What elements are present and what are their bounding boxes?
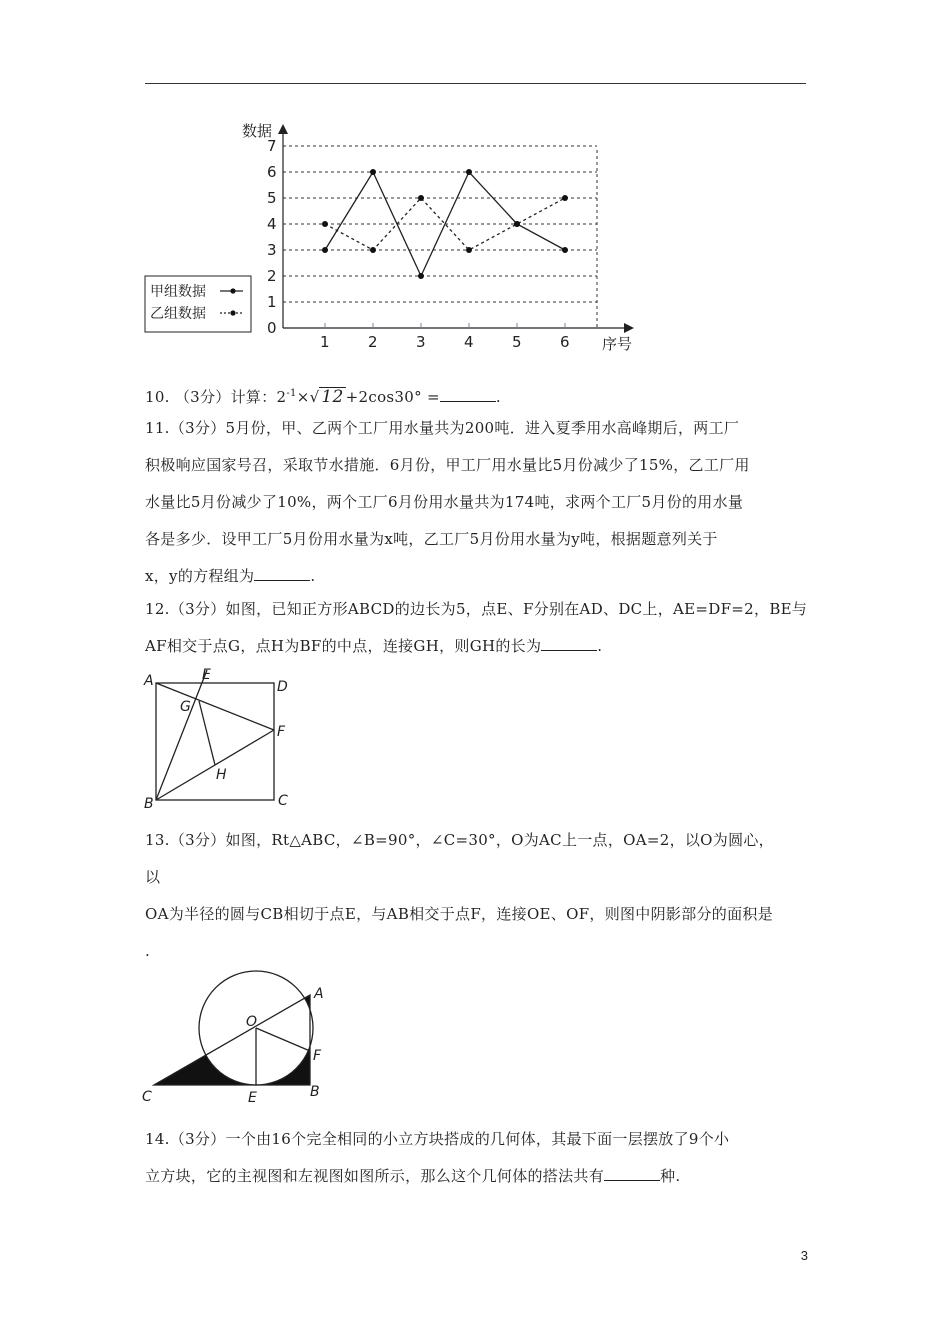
y-tick-label: 4 bbox=[267, 215, 277, 233]
q13-line2: 以 bbox=[145, 868, 161, 886]
y-tick-label: 3 bbox=[267, 241, 277, 259]
segment-gh bbox=[199, 701, 215, 765]
q10-text-c: +2cos30° = bbox=[345, 388, 440, 406]
q11-line1: 5月份，甲、乙两个工厂用水量共为200吨．进入夏季用水高峰期后，两工厂 bbox=[225, 419, 740, 437]
label-h: H bbox=[216, 767, 227, 783]
legend-label-1: 甲组数据 bbox=[150, 284, 206, 300]
q14-answer-blank[interactable] bbox=[604, 1166, 660, 1181]
q12-end: . bbox=[597, 637, 603, 655]
series-1-point bbox=[370, 169, 376, 175]
square-abcd bbox=[156, 683, 274, 800]
series-2-point bbox=[466, 247, 472, 253]
q11-end: . bbox=[310, 567, 316, 585]
y-tick-label: 7 bbox=[267, 137, 277, 155]
label-a: A bbox=[144, 673, 154, 689]
q11-line5: x，y的方程组为 bbox=[145, 567, 255, 585]
line-chart bbox=[140, 118, 640, 358]
q13-line4: . bbox=[145, 942, 151, 960]
y-tick-label: 2 bbox=[267, 267, 277, 285]
q10-answer-blank[interactable] bbox=[440, 387, 496, 402]
series-1-point bbox=[322, 247, 328, 253]
series-1-point bbox=[562, 247, 568, 253]
series-2-point bbox=[418, 195, 424, 201]
label-b: B bbox=[310, 1084, 320, 1100]
label-f: F bbox=[277, 724, 286, 740]
sqrt-icon: √ bbox=[309, 388, 320, 406]
label-d: D bbox=[277, 679, 288, 695]
q10-number: 10. bbox=[145, 388, 170, 406]
x-tick-label: 1 bbox=[320, 333, 330, 351]
q12-line1: 如图，已知正方形ABCD的边长为5，点E、F分别在AD、DC上，AE=DF=2，BE与 bbox=[225, 600, 808, 618]
x-tick-label: 2 bbox=[368, 333, 378, 351]
series-2-point bbox=[370, 247, 376, 253]
q13-score: （3分） bbox=[169, 831, 226, 849]
segment-be bbox=[156, 670, 207, 800]
series-1-point bbox=[418, 273, 424, 279]
label-e: E bbox=[202, 667, 211, 683]
x-tick-label: 3 bbox=[416, 333, 426, 351]
y-axis-label: 数据 bbox=[242, 122, 273, 140]
q10-text-a: 计算：2 bbox=[230, 388, 287, 406]
label-f: F bbox=[313, 1048, 322, 1064]
header-rule bbox=[145, 83, 806, 84]
q11-line4: 各是多少．设甲工厂5月份用水量为x吨，乙工厂5月份用水量为y吨，根据题意列关于 bbox=[145, 530, 718, 548]
y-tick-label: 5 bbox=[267, 189, 277, 207]
label-c: C bbox=[142, 1089, 152, 1105]
y-tick-label: 0 bbox=[267, 319, 277, 337]
q11-answer-blank[interactable] bbox=[254, 566, 310, 581]
q14-end: 种. bbox=[660, 1167, 681, 1185]
x-tick-label: 5 bbox=[512, 333, 522, 351]
question-14 bbox=[145, 1121, 810, 1195]
label-o: O bbox=[246, 1014, 258, 1030]
legend-marker-1 bbox=[230, 288, 235, 293]
q12-score: （3分） bbox=[169, 600, 226, 618]
q12-answer-blank[interactable] bbox=[541, 636, 597, 651]
x-axis-label: 序号 bbox=[602, 335, 633, 353]
series-2-point bbox=[322, 221, 328, 227]
q11-number: 11. bbox=[145, 419, 170, 437]
series-1-point bbox=[466, 169, 472, 175]
q10-end: . bbox=[495, 388, 501, 406]
q10-text-b: × bbox=[296, 388, 310, 406]
legend-marker-2 bbox=[230, 310, 235, 315]
label-b: B bbox=[144, 796, 154, 812]
y-tick-label: 6 bbox=[267, 163, 277, 181]
q10-radicand: 12 bbox=[321, 387, 344, 407]
y-axis-arrow bbox=[278, 124, 288, 134]
q13-line1: 如图，Rt△ABC，∠B=90°，∠C=30°，O为AC上一点，OA=2，以O为圆心， bbox=[225, 831, 774, 849]
label-a: A bbox=[314, 986, 324, 1002]
q14-line1: 一个由16个完全相同的小立方块搭成的几何体，其最下面一层摆放了9个小 bbox=[225, 1130, 730, 1148]
label-e: E bbox=[248, 1090, 257, 1106]
q10-score: （3分） bbox=[174, 388, 231, 406]
x-tick-label: 4 bbox=[464, 333, 474, 351]
figure-12-square bbox=[140, 663, 300, 813]
x-axis-arrow bbox=[624, 323, 634, 333]
q10-exponent: -1 bbox=[286, 388, 297, 399]
q13-line3: OA为半径的圆与CB相切于点E，与AB相交于点F，连接OE、OF，则图中阴影部分的面积是 bbox=[145, 905, 773, 923]
question-12 bbox=[145, 591, 810, 665]
series-2-point bbox=[562, 195, 568, 201]
q14-line2: 立方块，它的主视图和左视图如图所示，那么这个几何体的搭法共有 bbox=[145, 1167, 605, 1185]
q11-line3: 水量比5月份减少了10%，两个工厂6月份用水量共为174吨，求两个工厂5月份的用水量 bbox=[145, 493, 744, 511]
q11-line2: 积极响应国家号召，采取节水措施．6月份，甲工厂用水量比5月份减少了15%，乙工厂用 bbox=[145, 456, 750, 474]
page-number: 3 bbox=[800, 1248, 808, 1263]
segment-af bbox=[156, 683, 274, 730]
q11-score: （3分） bbox=[169, 419, 226, 437]
x-tick-label: 6 bbox=[560, 333, 570, 351]
legend-label-2: 乙组数据 bbox=[150, 306, 206, 322]
question-11 bbox=[145, 410, 810, 595]
q14-score: （3分） bbox=[169, 1130, 226, 1148]
question-13 bbox=[145, 822, 810, 970]
q12-line2: AF相交于点G，点H为BF的中点，连接GH，则GH的长为 bbox=[145, 637, 542, 655]
label-c: C bbox=[278, 793, 288, 809]
series-2-point bbox=[514, 221, 520, 227]
q14-number: 14. bbox=[145, 1130, 170, 1148]
q13-number: 13. bbox=[145, 831, 170, 849]
y-tick-label: 1 bbox=[267, 293, 277, 311]
label-g: G bbox=[180, 699, 191, 715]
figure-13-circle bbox=[140, 968, 340, 1108]
q12-number: 12. bbox=[145, 600, 170, 618]
